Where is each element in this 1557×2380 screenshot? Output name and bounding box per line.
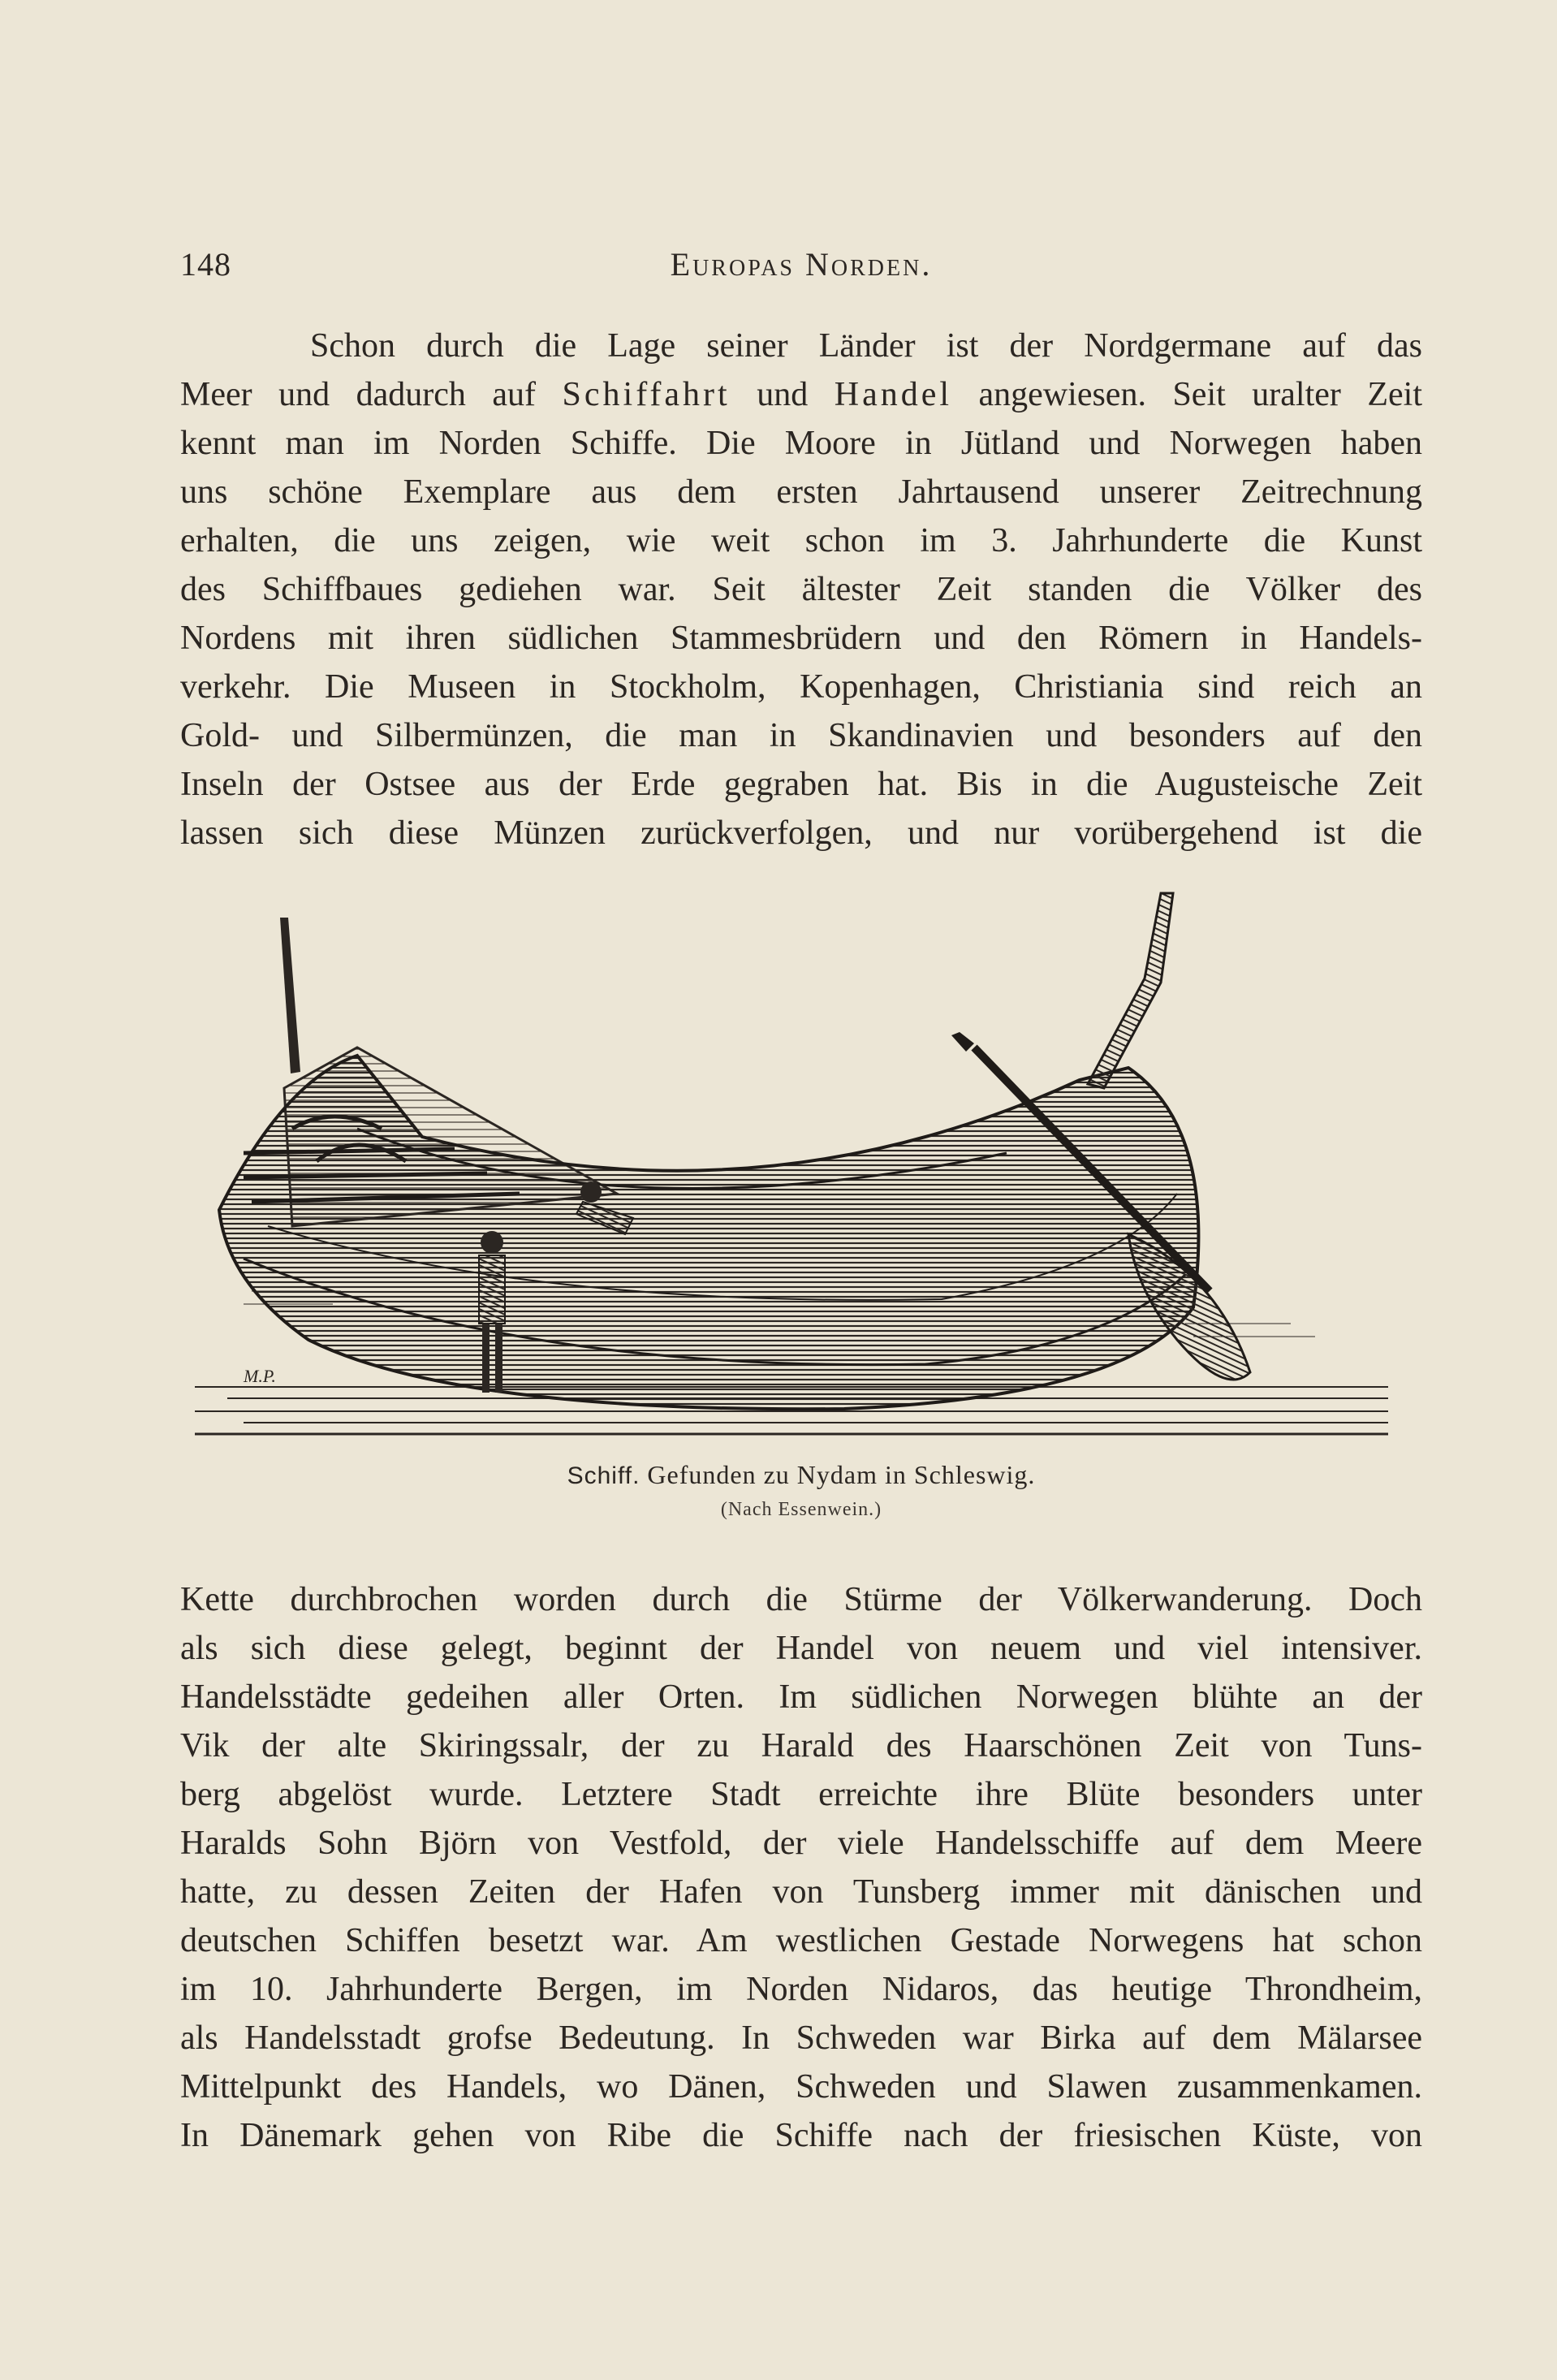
running-title: Europas Norden. [670,246,933,283]
text-line: Mittelpunkt des Handels, wo Dänen, Schweden und Slawen zusammenkamen. [180,2068,1422,2106]
ship-illustration [195,885,1388,1445]
text-line: des Schiffbaues gediehen war. Seit ältester Zeit standen die Völker des [180,571,1422,608]
text-line: deutschen Schiffen besetzt war. Am westlichen Gestade Norwegens hat schon [180,1922,1422,1959]
page-header [180,245,1422,286]
text-line: im 10. Jahrhunderte Bergen, im Norden Nidaros, das heutige Throndheim, [180,1971,1422,2008]
artist-signature: M.P. [244,1366,276,1386]
text-line: erhalten, die uns zeigen, wie weit schon im 3. Jahrhunderte die Kunst [180,522,1422,559]
page-number: 148 [180,246,231,283]
text-line: Nordens mit ihren südlichen Stammesbrüdern und den Römern in Handels- [180,620,1422,657]
text-line: Kette durchbrochen worden durch die Stürme der Völkerwanderung. Doch [180,1581,1422,1618]
stern-post [1088,893,1173,1088]
text-line: Gold- und Silbermünzen, die man in Skandinavien und besonders auf den [180,717,1422,754]
text-line: hatte, zu dessen Zeiten der Hafen von Tunsberg immer mit dänischen und [180,1873,1422,1911]
text-line: berg abgelöst wurde. Letztere Stadt erreichte ihre Blüte besonders unter [180,1776,1422,1813]
text-line: In Dänemark gehen von Ribe die Schiffe nach der friesischen Küste, von [180,2117,1422,2154]
caption-lead: Schiff. [567,1462,640,1489]
text-line: Vik der alte Skiringssalr, der zu Harald des Haarschönen Zeit von Tuns- [180,1727,1422,1764]
text-line: kennt man im Norden Schiffe. Die Moore in Jütland und Norwegen haben [180,425,1422,462]
text-line: Inseln der Ostsee aus der Erde gegraben hat. Bis in die Augusteische Zeit [180,766,1422,803]
text-line: Meer und dadurch auf Schiffahrt und Handel angewiesen. Seit uralter Zeit [180,376,1423,413]
figure-caption [180,1460,1422,1490]
text-line: lassen sich diese Münzen zurückverfolgen, und nur vorübergehend ist die [180,814,1422,852]
text-line: als sich diese gelegt, beginnt der Handel von neuem und viel intensiver. [180,1630,1422,1667]
paragraph-2 [180,1575,1422,2160]
text-line: als Handelsstadt grofse Bedeutung. In Schweden war Birka auf dem Mälarsee [180,2019,1422,2057]
text-line: verkehr. Die Museen in Stockholm, Kopenhagen, Christiania sind reich an [180,668,1422,706]
caption-text: Gefunden zu Nydam in Schleswig. [647,1460,1036,1489]
bow-stem [280,918,300,1073]
figure-credit: (Nach Essenwein.) [720,1499,882,1520]
paragraph-1 [180,322,1422,857]
text-line: uns schöne Exemplare aus dem ersten Jahrtausend unserer Zeitrechnung [180,473,1422,511]
text-line: Handelsstädte gedeihen aller Orten. Im südlichen Norwegen blühte an der [180,1678,1422,1716]
text-line: Schon durch die Lage seiner Länder ist der Nordgermane auf das [310,327,1422,365]
text-line: Haralds Sohn Björn von Vestfold, der viele Handelsschiffe auf dem Meere [180,1825,1422,1862]
ship-hull [219,1056,1198,1409]
